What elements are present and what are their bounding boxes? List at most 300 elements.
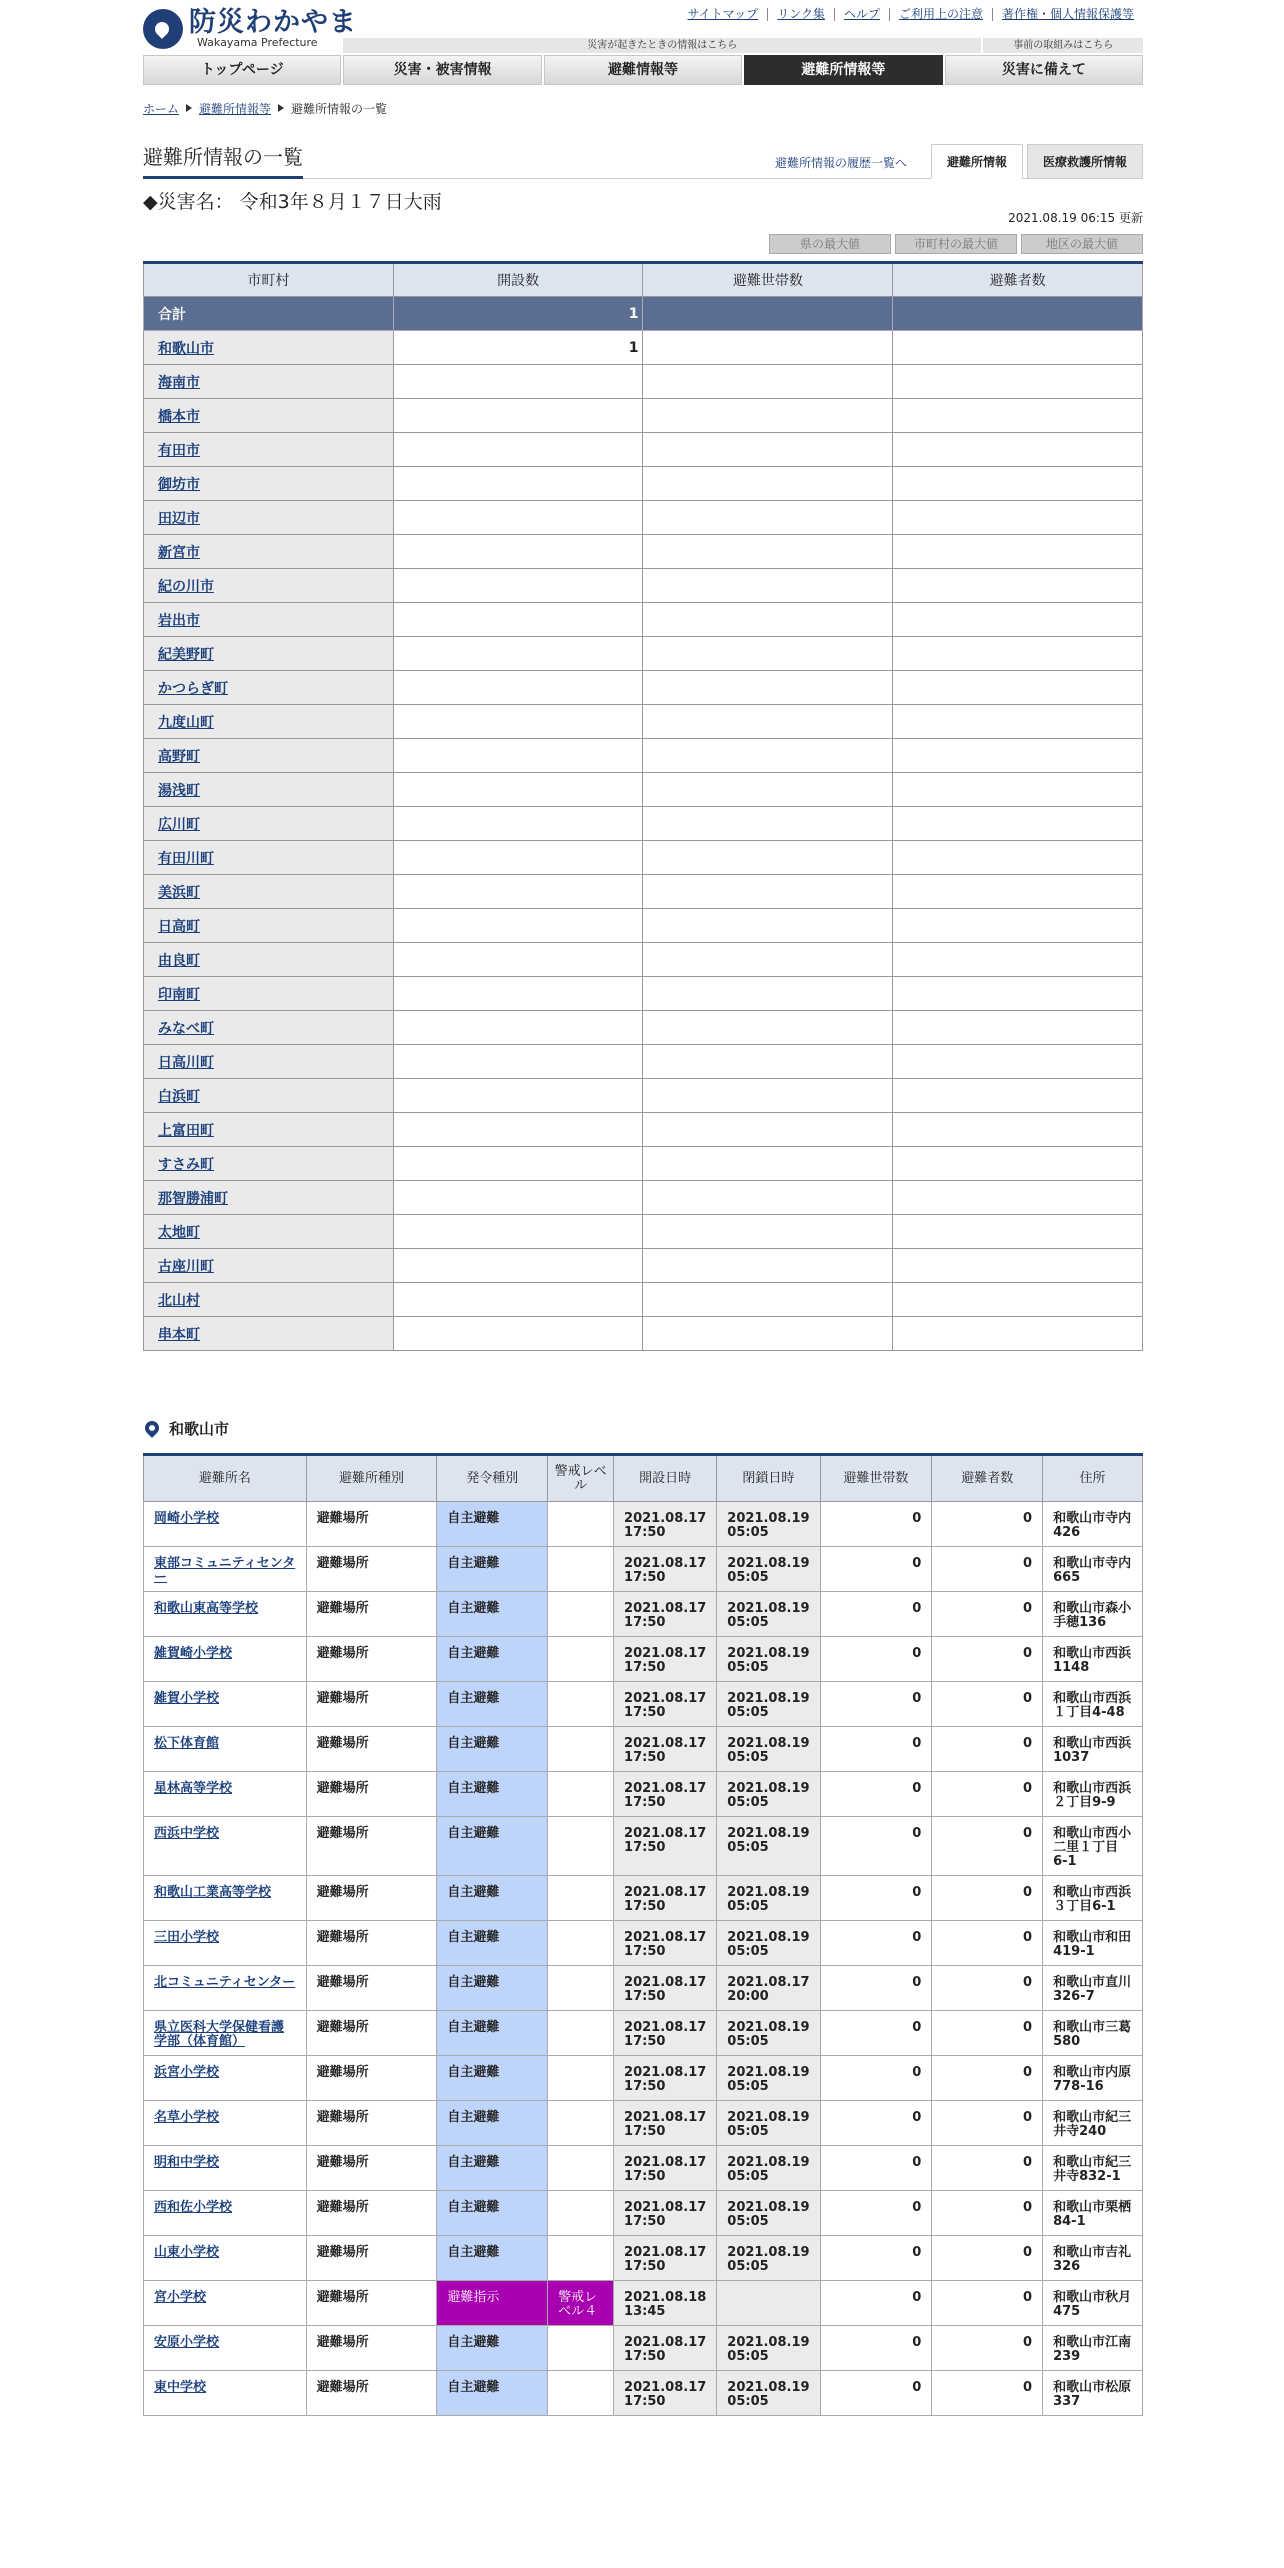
municipality-row xyxy=(144,841,1143,875)
shelter-row xyxy=(144,2326,1143,2371)
people-cell xyxy=(893,1045,1143,1079)
municipality-row xyxy=(144,1249,1143,1283)
municipality-row xyxy=(144,909,1143,943)
municipality-link[interactable]: 和歌山市 xyxy=(158,340,214,357)
households-cell: 0 xyxy=(820,1547,932,1592)
close-time-cell: 2021.08.19 05:05 xyxy=(717,1502,820,1547)
address-cell: 和歌山市西小二里１丁目6-1 xyxy=(1043,1817,1143,1876)
link-copyright[interactable]: 著作権・個人情報保護等 xyxy=(992,8,1143,21)
open-count-cell xyxy=(393,909,643,943)
shelter-name-link[interactable]: 宮小学校 xyxy=(154,2290,207,2305)
alert-level-cell xyxy=(548,1772,614,1817)
municipality-row xyxy=(144,1113,1143,1147)
address-cell: 和歌山市江南239 xyxy=(1043,2326,1143,2371)
people-cell xyxy=(893,875,1143,909)
address-cell: 和歌山市直川326-7 xyxy=(1043,1966,1143,2011)
municipality-link[interactable]: 有田市 xyxy=(158,442,200,459)
municipality-cell xyxy=(144,331,394,365)
nav-subbar xyxy=(343,38,1143,53)
shelter-name-link[interactable]: 西浜中学校 xyxy=(154,1826,220,1841)
shelter-type-cell: 避難場所 xyxy=(306,1966,437,2011)
households-cell: 0 xyxy=(820,1682,932,1727)
shelter-type-cell: 避難場所 xyxy=(306,2371,437,2416)
shelter-name-cell xyxy=(144,2191,307,2236)
municipality-row xyxy=(144,467,1143,501)
people-cell: 0 xyxy=(932,1547,1043,1592)
close-time-cell: 2021.08.19 05:05 xyxy=(717,1727,820,1772)
open-time-cell: 2021.08.17 17:50 xyxy=(614,2101,717,2146)
people-cell: 0 xyxy=(932,2146,1043,2191)
municipality-cell xyxy=(144,1011,394,1045)
households-cell xyxy=(643,603,893,637)
shelter-name-link[interactable]: 岡崎小学校 xyxy=(154,1511,220,1526)
households-cell: 0 xyxy=(820,1727,932,1772)
people-cell xyxy=(893,977,1143,1011)
alert-level-cell xyxy=(548,1547,614,1592)
open-time-cell: 2021.08.17 17:50 xyxy=(614,1817,717,1876)
households-cell: 0 xyxy=(820,2056,932,2101)
people-cell xyxy=(893,1079,1143,1113)
order-type-cell: 自主避難 xyxy=(437,2146,548,2191)
subbar-prepare-label: 事前の取組みはこちら xyxy=(983,38,1143,53)
households-cell: 0 xyxy=(820,1772,932,1817)
breadcrumb-home[interactable]: ホーム xyxy=(143,101,180,116)
section-title: 和歌山市 xyxy=(169,1419,230,1438)
close-time-cell: 2021.08.19 05:05 xyxy=(717,2056,820,2101)
municipality-cell xyxy=(144,399,394,433)
col-households: 避難世帯数 xyxy=(643,263,893,297)
shelter-row xyxy=(144,1637,1143,1682)
municipality-link[interactable]: 上富田町 xyxy=(158,1122,214,1139)
people-cell: 0 xyxy=(932,1772,1043,1817)
shelter-name-link[interactable]: 和歌山東高等学校 xyxy=(154,1601,259,1616)
municipality-link[interactable]: 新宮市 xyxy=(158,544,200,561)
open-count-cell xyxy=(393,399,643,433)
municipality-link[interactable]: 湯浅町 xyxy=(158,782,200,799)
households-cell xyxy=(643,1147,893,1181)
households-cell xyxy=(643,875,893,909)
breadcrumb-current: 避難所情報の一覧 xyxy=(291,101,388,116)
max-buttons xyxy=(143,234,1143,254)
address-cell: 和歌山市和田419-1 xyxy=(1043,1921,1143,1966)
open-count-cell xyxy=(393,433,643,467)
households-cell xyxy=(643,1249,893,1283)
shelter-name-cell xyxy=(144,2371,307,2416)
shelter-row xyxy=(144,1547,1143,1592)
map-pin-icon xyxy=(142,1418,162,1438)
address-cell: 和歌山市紀三井寺832-1 xyxy=(1043,2146,1143,2191)
municipality-row xyxy=(144,1215,1143,1249)
open-count-cell xyxy=(393,1079,643,1113)
municipality-link[interactable]: 広川町 xyxy=(158,816,200,833)
shelter-name-link[interactable]: 名草小学校 xyxy=(154,2110,220,2125)
municipality-link[interactable]: 日高川町 xyxy=(158,1054,214,1071)
nav-damage[interactable]: 災害・被害情報 xyxy=(343,55,541,85)
households-cell xyxy=(643,637,893,671)
shelter-name-link[interactable]: 明和中学校 xyxy=(154,2155,220,2170)
col-open-count: 開設数 xyxy=(393,263,643,297)
shelter-name-link[interactable]: 松下体育館 xyxy=(154,1736,220,1751)
col-municipality: 市町村 xyxy=(144,263,394,297)
shelter-type-cell: 避難場所 xyxy=(306,1502,437,1547)
municipality-link[interactable]: 橋本市 xyxy=(158,408,200,425)
order-type-cell: 自主避難 xyxy=(437,2101,548,2146)
municipality-cell xyxy=(144,433,394,467)
people-cell xyxy=(893,1283,1143,1317)
shelter-type-cell: 避難場所 xyxy=(306,2146,437,2191)
total-row xyxy=(144,297,1143,331)
order-type-cell: 自主避難 xyxy=(437,1727,548,1772)
people-cell xyxy=(893,603,1143,637)
municipality-cell xyxy=(144,1215,394,1249)
shelter-row xyxy=(144,1772,1143,1817)
municipality-cell xyxy=(144,773,394,807)
households-cell xyxy=(643,1079,893,1113)
households-cell: 0 xyxy=(820,2236,932,2281)
order-type-cell: 自主避難 xyxy=(437,1966,548,2011)
open-count-cell: 1 xyxy=(393,331,643,365)
people-cell: 0 xyxy=(932,1502,1043,1547)
municipality-cell xyxy=(144,1181,394,1215)
open-time-cell: 2021.08.17 17:50 xyxy=(614,2371,717,2416)
open-time-cell: 2021.08.17 17:50 xyxy=(614,1921,717,1966)
households-cell: 0 xyxy=(820,1876,932,1921)
open-count-cell xyxy=(393,807,643,841)
nav-evacuation[interactable]: 避難情報等 xyxy=(544,55,742,85)
site-logo[interactable] xyxy=(143,9,357,49)
municipality-link[interactable]: 紀の川市 xyxy=(158,578,214,595)
shelter-row xyxy=(144,2101,1143,2146)
shelter-type-cell: 避難場所 xyxy=(306,1772,437,1817)
shelter-name-cell xyxy=(144,1921,307,1966)
households-cell xyxy=(643,399,893,433)
shelter-name-link[interactable]: 東中学校 xyxy=(154,2380,207,2395)
close-time-cell: 2021.08.19 05:05 xyxy=(717,1817,820,1876)
col-close-time: 閉鎖日時 xyxy=(717,1455,820,1502)
shelter-row xyxy=(144,2236,1143,2281)
municipality-link[interactable]: 由良町 xyxy=(158,952,200,969)
district-max-button[interactable]: 地区の最大値 xyxy=(1021,234,1143,254)
people-cell xyxy=(893,1249,1143,1283)
municipality-link[interactable]: すさみ町 xyxy=(158,1156,214,1173)
updated-time: 2021.08.19 06:15 更新 xyxy=(1008,211,1143,225)
shelter-type-cell: 避難場所 xyxy=(306,2011,437,2056)
shelter-type-cell: 避難場所 xyxy=(306,2056,437,2101)
shelter-name-link[interactable]: 西和佐小学校 xyxy=(154,2200,233,2215)
shelter-type-cell: 避難場所 xyxy=(306,1547,437,1592)
nav-shelter[interactable]: 避難所情報等 xyxy=(744,55,942,85)
order-type-cell: 自主避難 xyxy=(437,2236,548,2281)
shelter-row xyxy=(144,1921,1143,1966)
alert-level-cell xyxy=(548,2371,614,2416)
close-time-cell: 2021.08.19 05:05 xyxy=(717,2011,820,2056)
shelter-row xyxy=(144,2146,1143,2191)
open-time-cell: 2021.08.17 17:50 xyxy=(614,1772,717,1817)
households-cell xyxy=(643,671,893,705)
municipality-cell xyxy=(144,705,394,739)
households-cell xyxy=(643,705,893,739)
households-cell xyxy=(643,1317,893,1351)
municipality-row xyxy=(144,1147,1143,1181)
alert-level-cell xyxy=(548,1966,614,2011)
municipality-row xyxy=(144,535,1143,569)
close-time-cell: 2021.08.19 05:05 xyxy=(717,1876,820,1921)
alert-level-cell xyxy=(548,1817,614,1876)
households-cell xyxy=(643,1283,893,1317)
municipality-link[interactable]: 印南町 xyxy=(158,986,200,1003)
alert-level-cell xyxy=(548,2191,614,2236)
municipality-link[interactable]: みなべ町 xyxy=(158,1020,214,1037)
order-type-cell: 自主避難 xyxy=(437,1637,548,1682)
total-people xyxy=(893,297,1143,331)
shelter-name-link[interactable]: 山東小学校 xyxy=(154,2245,220,2260)
open-count-cell xyxy=(393,739,643,773)
open-count-cell xyxy=(393,637,643,671)
households-cell xyxy=(643,909,893,943)
people-cell xyxy=(893,1317,1143,1351)
address-cell: 和歌山市西浜３丁目6-1 xyxy=(1043,1876,1143,1921)
open-time-cell: 2021.08.18 13:45 xyxy=(614,2281,717,2326)
shelter-type-cell: 避難場所 xyxy=(306,2281,437,2326)
open-count-cell xyxy=(393,467,643,501)
alert-level-cell xyxy=(548,1637,614,1682)
tab-medical[interactable]: 医療救護所情報 xyxy=(1027,144,1143,179)
people-cell: 0 xyxy=(932,2011,1043,2056)
municipality-link[interactable]: 岩出市 xyxy=(158,612,200,629)
page-title: 避難所情報の一覧 xyxy=(143,141,303,179)
municipality-link[interactable]: 田辺市 xyxy=(158,510,200,527)
people-cell xyxy=(893,1113,1143,1147)
close-time-cell: 2021.08.19 05:05 xyxy=(717,2236,820,2281)
shelter-row xyxy=(144,2191,1143,2236)
global-nav xyxy=(143,55,1143,85)
breadcrumb xyxy=(143,99,1143,117)
open-count-cell xyxy=(393,569,643,603)
municipality-row xyxy=(144,773,1143,807)
open-count-cell xyxy=(393,1113,643,1147)
shelter-row xyxy=(144,2056,1143,2101)
shelter-name-link[interactable]: 東部コミュニティセンター xyxy=(154,1556,296,1585)
municipality-cell xyxy=(144,569,394,603)
order-type-cell: 避難指示 xyxy=(437,2281,548,2326)
municipality-link[interactable]: かつらぎ町 xyxy=(158,680,228,697)
link-help[interactable]: ヘルプ xyxy=(834,8,889,21)
people-cell: 0 xyxy=(932,2371,1043,2416)
shelter-type-cell: 避難場所 xyxy=(306,2191,437,2236)
shelter-name-link[interactable]: 安原小学校 xyxy=(154,2335,220,2350)
households-cell xyxy=(643,569,893,603)
col-open-time: 開設日時 xyxy=(614,1455,717,1502)
link-sitemap[interactable]: サイトマップ xyxy=(687,7,759,21)
municipality-row xyxy=(144,1011,1143,1045)
open-time-cell: 2021.08.17 17:50 xyxy=(614,2011,717,2056)
people-cell xyxy=(893,841,1143,875)
close-time-cell: 2021.08.19 05:05 xyxy=(717,1637,820,1682)
nav-top[interactable]: トップページ xyxy=(143,55,341,85)
col-households: 避難世帯数 xyxy=(820,1455,932,1502)
shelter-name-link[interactable]: 和歌山工業高等学校 xyxy=(154,1885,272,1900)
people-cell: 0 xyxy=(932,2191,1043,2236)
open-count-cell xyxy=(393,773,643,807)
close-time-cell: 2021.08.19 05:05 xyxy=(717,2371,820,2416)
order-type-cell: 自主避難 xyxy=(437,1502,548,1547)
municipality-row xyxy=(144,433,1143,467)
shelter-name-link[interactable]: 雑賀小学校 xyxy=(154,1691,220,1706)
breadcrumb-arrow-icon xyxy=(186,104,192,112)
address-cell: 和歌山市秋月475 xyxy=(1043,2281,1143,2326)
municipality-cell xyxy=(144,841,394,875)
shelter-name-link[interactable]: 浜宮小学校 xyxy=(154,2065,220,2080)
municipality-row xyxy=(144,739,1143,773)
municipality-row xyxy=(144,1317,1143,1351)
link-links[interactable]: リンク集 xyxy=(767,8,834,21)
households-cell xyxy=(643,331,893,365)
open-count-cell xyxy=(393,1215,643,1249)
shelter-name-cell xyxy=(144,2236,307,2281)
municipality-link[interactable]: 白浜町 xyxy=(158,1088,200,1105)
breadcrumb-shelter[interactable]: 避難所情報等 xyxy=(199,101,272,116)
close-time-cell: 2021.08.19 05:05 xyxy=(717,1592,820,1637)
municipality-cell xyxy=(144,739,394,773)
municipality-link[interactable]: 海南市 xyxy=(158,374,200,391)
households-cell: 0 xyxy=(820,2281,932,2326)
people-cell xyxy=(893,501,1143,535)
municipality-link[interactable]: 美浜町 xyxy=(158,884,200,901)
households-cell: 0 xyxy=(820,1502,932,1547)
shelter-name-link[interactable]: 雑賀崎小学校 xyxy=(154,1646,233,1661)
households-cell xyxy=(643,467,893,501)
municipality-link[interactable]: 古座川町 xyxy=(158,1258,214,1275)
municipality-link[interactable]: 串本町 xyxy=(158,1326,200,1343)
municipality-cell xyxy=(144,875,394,909)
people-cell: 0 xyxy=(932,1727,1043,1772)
order-type-cell: 自主避難 xyxy=(437,1876,548,1921)
municipality-link[interactable]: 北山村 xyxy=(158,1292,200,1309)
order-type-cell: 自主避難 xyxy=(437,1592,548,1637)
municipality-link[interactable]: 高野町 xyxy=(158,748,200,765)
municipality-cell xyxy=(144,1283,394,1317)
shelter-type-cell: 避難場所 xyxy=(306,1876,437,1921)
municipality-link[interactable]: 那智勝浦町 xyxy=(158,1190,228,1207)
open-time-cell: 2021.08.17 17:50 xyxy=(614,1966,717,2011)
households-cell xyxy=(643,1045,893,1079)
tab-shelter[interactable]: 避難所情報 xyxy=(931,144,1023,179)
municipality-row xyxy=(144,603,1143,637)
people-cell xyxy=(893,1011,1143,1045)
order-type-cell: 自主避難 xyxy=(437,2191,548,2236)
households-cell xyxy=(643,1215,893,1249)
households-cell: 0 xyxy=(820,1637,932,1682)
open-count-cell xyxy=(393,1045,643,1079)
municipality-link[interactable]: 九度山町 xyxy=(158,714,214,731)
shelter-type-cell: 避難場所 xyxy=(306,2101,437,2146)
municipality-link[interactable]: 紀美野町 xyxy=(158,646,214,663)
alert-level-cell xyxy=(548,1592,614,1637)
shelter-row xyxy=(144,1682,1143,1727)
order-type-cell: 自主避難 xyxy=(437,1921,548,1966)
close-time-cell: 2021.08.19 05:05 xyxy=(717,2101,820,2146)
people-cell xyxy=(893,807,1143,841)
pref-max-button[interactable]: 県の最大値 xyxy=(769,234,891,254)
col-shelter-name: 避難所名 xyxy=(144,1455,307,1502)
municipality-max-button[interactable]: 市町村の最大値 xyxy=(895,234,1017,254)
municipality-row xyxy=(144,637,1143,671)
municipality-link[interactable]: 御坊市 xyxy=(158,476,200,493)
nav-prepare[interactable]: 災害に備えて xyxy=(945,55,1143,85)
municipality-cell xyxy=(144,467,394,501)
col-people: 避難者数 xyxy=(893,263,1143,297)
shelter-name-cell xyxy=(144,1966,307,2011)
municipality-row xyxy=(144,977,1143,1011)
people-cell: 0 xyxy=(932,1682,1043,1727)
shelter-name-link[interactable]: 星林高等学校 xyxy=(154,1781,233,1796)
address-cell: 和歌山市西浜２丁目9-9 xyxy=(1043,1772,1143,1817)
link-notice[interactable]: ご利用上の注意 xyxy=(889,8,992,21)
address-cell: 和歌山市寺内426 xyxy=(1043,1502,1143,1547)
logo-subtitle: Wakayama Prefecture xyxy=(197,36,318,49)
col-people: 避難者数 xyxy=(932,1455,1043,1502)
municipality-cell xyxy=(144,535,394,569)
municipality-cell xyxy=(144,1079,394,1113)
history-link[interactable]: 避難所情報の履歴一覧へ xyxy=(774,156,907,170)
open-count-cell xyxy=(393,603,643,637)
alert-level-cell xyxy=(548,2101,614,2146)
address-cell: 和歌山市森小手穂136 xyxy=(1043,1592,1143,1637)
open-time-cell: 2021.08.17 17:50 xyxy=(614,1876,717,1921)
municipality-link[interactable]: 有田川町 xyxy=(158,850,214,867)
open-count-cell xyxy=(393,365,643,399)
col-order-type: 発令種別 xyxy=(437,1455,548,1502)
shelter-type-cell: 避難場所 xyxy=(306,1817,437,1876)
people-cell: 0 xyxy=(932,2326,1043,2371)
order-type-cell: 自主避難 xyxy=(437,1772,548,1817)
alert-level-cell xyxy=(548,2326,614,2371)
municipality-link[interactable]: 日高町 xyxy=(158,918,200,935)
col-alert-level: 警戒レベル xyxy=(548,1455,614,1502)
shelter-name-link[interactable]: 県立医科大学保健看護学部（体育館） xyxy=(154,2020,285,2049)
municipality-row xyxy=(144,807,1143,841)
people-cell xyxy=(893,943,1143,977)
households-cell: 0 xyxy=(820,2371,932,2416)
municipality-row xyxy=(144,399,1143,433)
households-cell xyxy=(643,433,893,467)
shelter-name-cell xyxy=(144,2281,307,2326)
people-cell: 0 xyxy=(932,1817,1043,1876)
alert-level-cell xyxy=(548,1502,614,1547)
total-label: 合計 xyxy=(144,297,394,331)
people-cell: 0 xyxy=(932,1592,1043,1637)
shelter-type-cell: 避難場所 xyxy=(306,1592,437,1637)
shelter-name-link[interactable]: 三田小学校 xyxy=(154,1930,220,1945)
people-cell xyxy=(893,909,1143,943)
shelter-type-cell: 避難場所 xyxy=(306,2326,437,2371)
breadcrumb-arrow-icon xyxy=(278,104,284,112)
households-cell: 0 xyxy=(820,2191,932,2236)
close-time-cell xyxy=(717,2281,820,2326)
municipality-cell xyxy=(144,909,394,943)
shelter-row xyxy=(144,1502,1143,1547)
people-cell: 0 xyxy=(932,1637,1043,1682)
open-time-cell: 2021.08.17 17:50 xyxy=(614,1727,717,1772)
people-cell: 0 xyxy=(932,2236,1043,2281)
shelter-name-link[interactable]: 北コミュニティセンター xyxy=(154,1975,296,1990)
open-count-cell xyxy=(393,1147,643,1181)
order-type-cell: 自主避難 xyxy=(437,2326,548,2371)
shelter-type-cell: 避難場所 xyxy=(306,1637,437,1682)
municipality-link[interactable]: 太地町 xyxy=(158,1224,200,1241)
shelter-name-cell xyxy=(144,1727,307,1772)
order-type-cell: 自主避難 xyxy=(437,1682,548,1727)
